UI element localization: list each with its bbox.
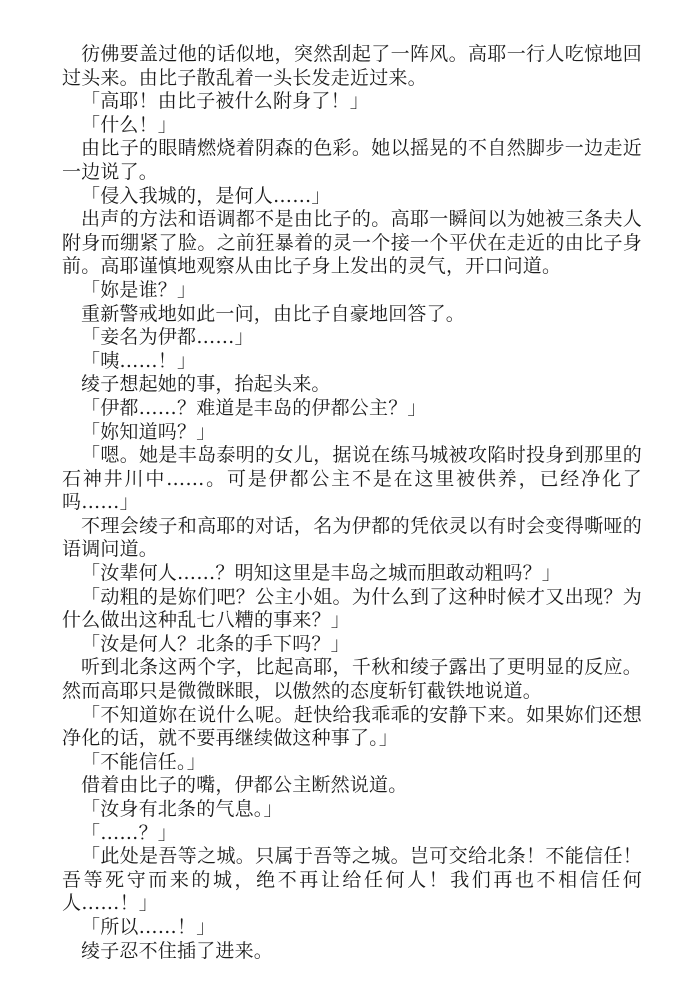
paragraph: 由比子的眼睛燃烧着阴森的色彩。她以摇晃的不自然脚步一边走近一边说了。 <box>62 137 642 183</box>
paragraph: 「侵入我城的，是何人……」 <box>81 184 331 207</box>
paragraph: 「高耶！由比子被什么附身了！」 <box>81 90 370 113</box>
paragraph: 重新警戒地如此一问，由比子自豪地回答了。 <box>81 302 466 325</box>
paragraph: 出声的方法和语调都不是由比子的。高耶一瞬间以为她被三条夫人附身而绷紧了脸。之前狂暴着的灵一个接一个平伏在走近的由比子身前。高耶谨慎地观察从由比子身上发出的灵气，开口问道。 <box>62 208 642 278</box>
paragraph: 「妳知道吗？」 <box>81 420 216 443</box>
paragraph: 「汝辈何人……？明知这里是丰岛之城而胆敢动粗吗？」 <box>81 562 562 585</box>
paragraph: 听到北条这两个字，比起高耶，千秋和绫子露出了更明显的反应。然而高耶只是微微眯眼，以傲然的态度斩钉截铁地说道。 <box>62 656 642 703</box>
paragraph: 「不知道妳在说什么呢。赶快给我乖乖的安静下来。如果妳们还想净化的话，就不要再继续做这种事了。」 <box>62 703 642 750</box>
paragraph: 「伊都……？难道是丰岛的伊都公主？」 <box>81 396 427 419</box>
paragraph: 绫子想起她的事，抬起头来。 <box>81 373 331 396</box>
document-page <box>62 43 642 963</box>
paragraph: 彷佛要盖过他的话似地，突然刮起了一阵风。高耶一行人吃惊地回过头来。由比子散乱着一头长发走近过来。 <box>62 43 642 89</box>
paragraph: 「妳是谁？」 <box>81 278 197 301</box>
paragraph: 绫子忍不住插了进来。 <box>81 939 274 962</box>
paragraph: 「咦……！」 <box>81 349 197 372</box>
paragraph: 「……？」 <box>81 821 178 844</box>
paragraph: 「嗯。她是丰岛泰明的女儿，据说在练马城被攻陷时投身到那里的石神井川中……。可是伊都公主不是在这里被供养，已经净化了吗……」 <box>62 444 642 514</box>
paragraph: 「汝是何人？北条的手下吗？」 <box>81 632 350 655</box>
paragraph: 借着由比子的嘴，伊都公主断然说道。 <box>81 774 408 797</box>
paragraph: 「此处是吾等之城。只属于吾等之城。岂可交给北条！不能信任！吾等死守而来的城，绝不再让给任何人！我们再也不相信任何人……！」 <box>62 845 642 915</box>
paragraph: 「妾名为伊都……」 <box>81 326 254 349</box>
paragraph: 不理会绫子和高耶的对话，名为伊都的凭依灵以有时会变得嘶哑的语调问道。 <box>62 514 642 561</box>
paragraph: 「所以……！」 <box>81 915 216 938</box>
paragraph: 「不能信任。」 <box>81 750 206 773</box>
paragraph: 「什么！」 <box>81 113 178 136</box>
paragraph: 「汝身有北条的气息。」 <box>81 798 283 820</box>
paragraph: 「动粗的是妳们吧？公主小姐。为什么到了这种时候才又出现？为什么做出这种乱七八糟的事来？」 <box>62 585 642 632</box>
